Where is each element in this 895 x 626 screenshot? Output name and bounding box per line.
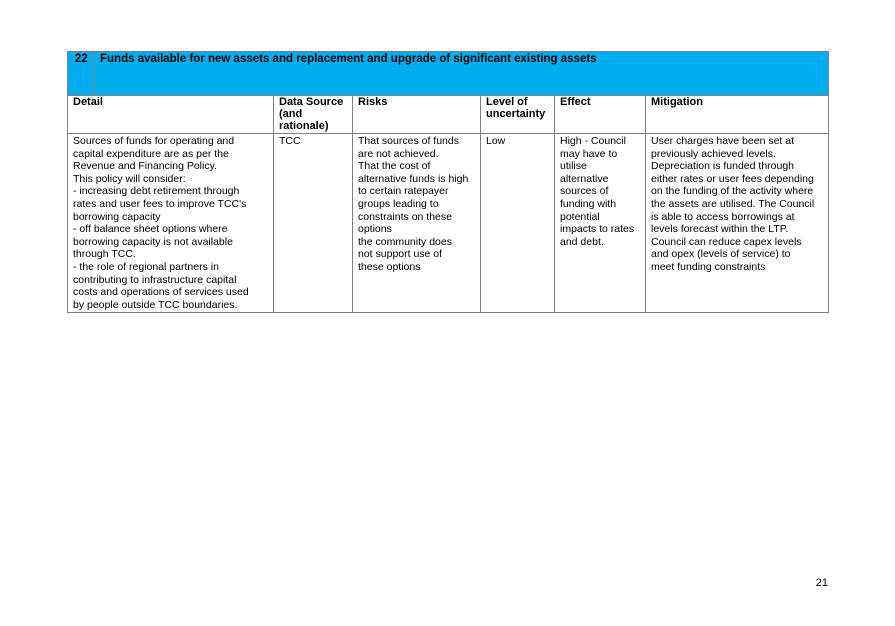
cell-line: borrowing capacity is not available: [73, 235, 233, 248]
cell-data-source: [274, 134, 353, 313]
cell-line: rates and user fees to improve TCC's: [73, 197, 247, 210]
cell-line: these options: [358, 260, 421, 273]
header-risks: Risks: [353, 96, 481, 134]
cell-line: - the role of regional partners in: [73, 260, 219, 273]
cell-line: funding with: [560, 197, 617, 210]
cell-line: utilise: [560, 160, 587, 173]
cell-line: on the funding of the activity where: [651, 185, 814, 198]
cell-line: potential: [560, 210, 600, 223]
cell-uncertainty: [481, 134, 555, 313]
header-line: rationale): [279, 120, 329, 132]
cell-line: the community does: [358, 235, 452, 248]
cell-line: alternative funds is high: [358, 172, 469, 185]
header-line: uncertainty: [486, 108, 546, 120]
cell-line: impacts to rates: [560, 223, 635, 236]
cell-line: High - Council: [560, 135, 626, 147]
cell-line: - off balance sheet options where: [73, 223, 228, 236]
header-data-source: [274, 96, 353, 134]
header-uncertainty: [481, 96, 555, 134]
cell-line: contributing to infrastructure capital: [73, 273, 237, 286]
cell-line: by people outside TCC boundaries.: [73, 298, 238, 311]
cell-line: TCC: [279, 135, 301, 147]
cell-line: costs and operations of services used: [73, 286, 249, 299]
cell-line: Council can reduce capex levels: [651, 235, 802, 248]
cell-line: not support use of: [358, 248, 443, 261]
cell-detail: [68, 134, 274, 313]
cell-line: are not achieved.: [358, 147, 439, 160]
header-line: (and: [279, 108, 303, 120]
cell-line: Low: [486, 135, 506, 147]
cell-line: either rates or user fees depending: [651, 172, 814, 185]
table-row: [68, 134, 829, 313]
cell-line: This policy will consider:: [73, 172, 186, 185]
section-banner: [68, 52, 829, 96]
header-detail: Detail: [68, 96, 274, 134]
cell-line: groups leading to: [358, 197, 439, 210]
cell-line: capital expenditure are as per the: [73, 147, 229, 160]
cell-line: and debt.: [560, 235, 604, 248]
cell-line: That sources of funds: [358, 135, 459, 147]
cell-line: alternative: [560, 172, 609, 185]
cell-line: previously achieved levels.: [651, 147, 776, 160]
cell-line: sources of: [560, 185, 609, 198]
cell-line: and opex (levels of service) to: [651, 248, 791, 261]
cell-effect: [555, 134, 646, 313]
header-mitigation: Mitigation: [646, 96, 829, 134]
header-row: [68, 96, 829, 134]
cell-line: Sources of funds for operating and: [73, 135, 235, 147]
cell-line: levels forecast within the LTP.: [651, 223, 789, 236]
cell-line: meet funding constraints: [651, 260, 766, 273]
assumption-table: [67, 51, 829, 313]
cell-risks: [353, 134, 481, 313]
header-effect: Effect: [555, 96, 646, 134]
page-number: 21: [815, 577, 828, 589]
cell-line: the assets are utilised. The Council: [651, 197, 815, 210]
cell-line: borrowing capacity: [73, 210, 161, 223]
cell-line: Revenue and Financing Policy.: [73, 160, 217, 173]
cell-line: is able to access borrowings at: [651, 210, 795, 223]
header-line: Data Source: [279, 96, 344, 108]
cell-line: - increasing debt retirement through: [73, 185, 240, 198]
cell-line: That the cost of: [358, 160, 431, 173]
cell-line: to certain ratepayer: [358, 185, 449, 198]
header-line: Level of: [486, 96, 528, 108]
section-number: 22: [68, 52, 94, 96]
section-title: Funds available for new assets and replacement and upgrade of significant existing assets: [94, 52, 829, 96]
cell-mitigation: [646, 134, 829, 313]
cell-line: Depreciation is funded through: [651, 160, 795, 173]
cell-line: may have to: [560, 147, 618, 160]
cell-line: constraints on these: [358, 210, 452, 223]
cell-line: through TCC.: [73, 248, 136, 261]
cell-line: User charges have been set at: [651, 135, 795, 147]
cell-line: options: [358, 223, 392, 236]
